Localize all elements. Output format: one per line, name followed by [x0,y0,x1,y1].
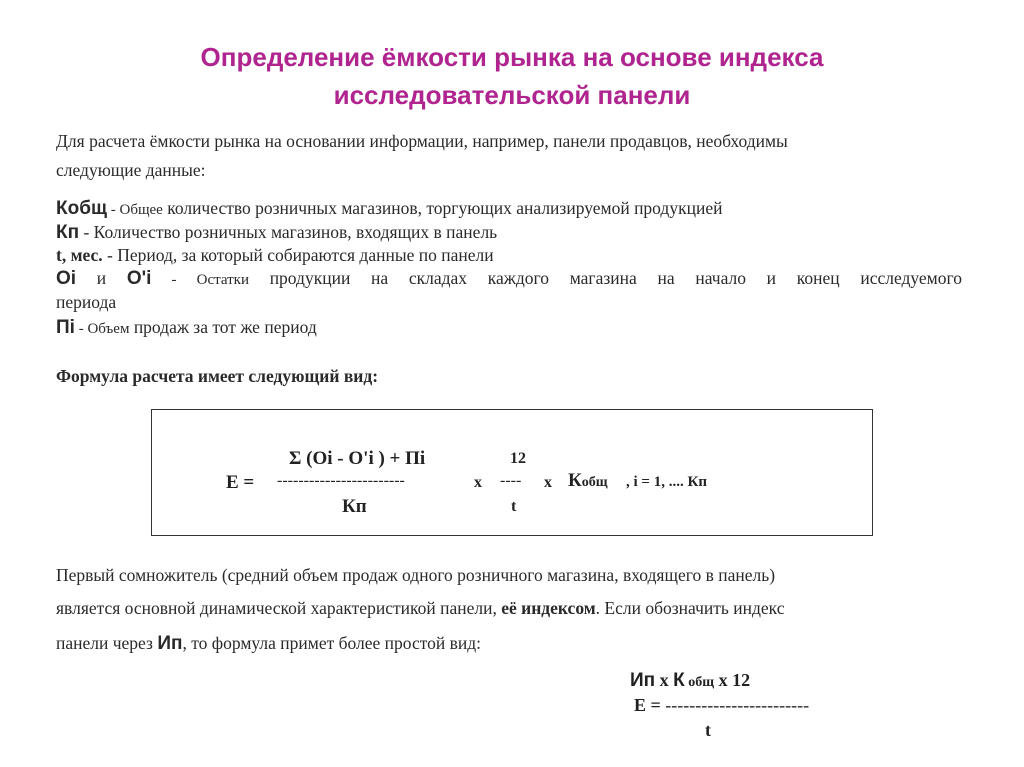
definition-pi: Пi - Объем продаж за тот же период [56,317,317,338]
symbol-pi: Пi [56,317,75,338]
formula-denominator: Кп [342,496,367,517]
formula-range: , i = 1, .... Кп [626,474,707,490]
formula-heading: Формула расчета имеет следующий вид: [56,366,379,386]
formula2-main-line [634,695,809,716]
formula-numerator: Σ (Оi - О'i ) + Пi [289,448,426,469]
formula-times-2: x [544,474,552,491]
formula-kobsh: Кобщ [568,470,608,491]
symbol-o-prime-i: О'i [126,268,152,289]
formula-short-line: ---- [500,472,522,489]
formula2-fraction-line: ------------------------ [665,695,810,715]
formula-times-1: x [474,474,482,491]
formula-e-equals: E = [226,472,255,493]
formula-t: t [511,498,517,515]
page-title [0,38,1024,114]
definition-t: t, мес. - Период, за который собираются данные по панели [56,245,494,265]
definition-kobsh: Кобщ - Общее количество розничных магазинов, торгующих анализируемой продукцией [56,198,723,219]
paragraph-line-2: является основной динамической характеристикой панели, её индексом. Если обозначить индекс [56,598,785,618]
definition-kp: Кп - Количество розничных магазинов, входящих в панель [56,222,498,243]
formula-box [151,409,873,536]
paragraph-line-3: панели через Ип, то формула примет более простой вид: [56,633,482,654]
intro-line-1: Для расчета ёмкости рынка на основании информации, например, панели продавцов, необходимы [56,131,788,151]
symbol-oi: Оi [56,268,77,289]
title-line-1: Определение ёмкости рынка на основе индекса [200,42,824,72]
definition-oi-continued: периода [56,292,117,312]
symbol-kp: Кп [56,222,80,243]
definition-oi: Оi и О'i - Остатки продукции на складах каждого магазина на начало и конец исследуемого [56,268,962,289]
formula2-e-equals: E = [634,695,666,715]
symbol-t: t [56,245,62,265]
formula2-t: t [705,720,711,740]
formula-twelve: 12 [510,450,526,467]
symbol-ip: Ип [157,633,183,654]
formula-fraction-line: ------------------------ [277,472,405,489]
symbol-kobsh: Кобщ [56,198,107,219]
formula2-numerator: Ип x К общ x 12 [630,670,751,691]
paragraph-line-1: Первый сомножитель (средний объем продаж одного розничного магазина, входящего в панель) [56,565,776,585]
index-emphasis: её индексом [501,598,596,618]
title-line-2: исследовательской панели [333,80,691,110]
intro-line-2: следующие данные: [56,160,206,180]
